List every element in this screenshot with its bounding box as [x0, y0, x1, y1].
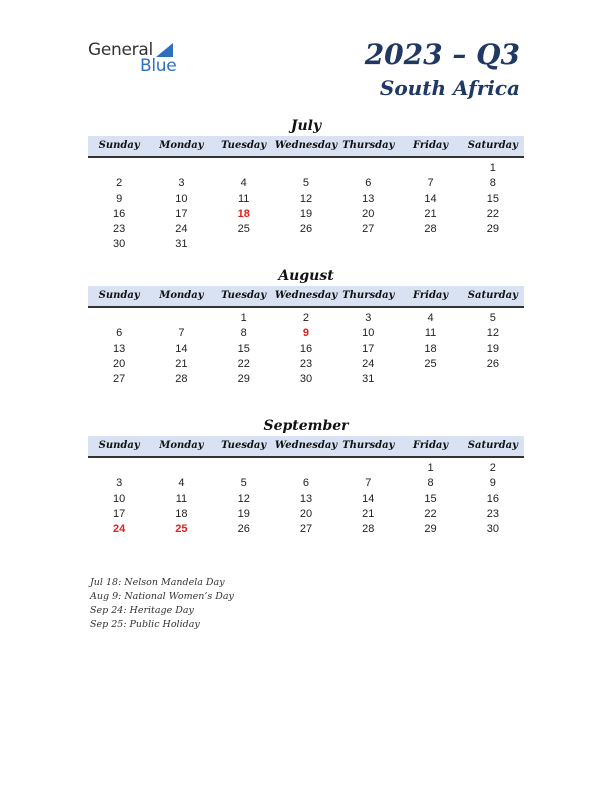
week-row	[88, 222, 524, 237]
day-cell: 2	[489, 462, 496, 474]
day-cell: 22	[486, 207, 499, 220]
day-cell: 8	[240, 327, 247, 340]
month-name: August	[278, 268, 334, 284]
empty-day-cell	[213, 461, 275, 476]
day-cell: 7	[365, 477, 372, 490]
empty-day-cell	[88, 461, 150, 476]
day-cell: 29	[486, 223, 499, 236]
week-row	[88, 522, 524, 537]
weekday-label: Friday	[412, 140, 449, 151]
day-cell: 21	[362, 507, 375, 520]
day-cell: 1	[240, 312, 247, 324]
day-cell: 23	[299, 357, 313, 370]
day-cell: 12	[299, 192, 313, 205]
empty-day-cell	[399, 372, 461, 387]
holiday-notes	[90, 576, 234, 632]
day-cell: 27	[362, 223, 375, 236]
day-cell: 9	[302, 327, 310, 340]
day-cell: 6	[365, 177, 372, 190]
weekday-label: Tuesday	[221, 290, 267, 301]
day-cell: 11	[237, 192, 250, 205]
day-cell: 24	[113, 523, 126, 536]
day-cell: 7	[427, 177, 434, 190]
day-cell: 12	[486, 327, 499, 340]
day-cell: 14	[175, 342, 188, 355]
day-cell: 28	[362, 523, 375, 536]
weekday-label: Monday	[159, 290, 204, 301]
day-cell: 20	[299, 507, 313, 520]
weekday-label: Wednesday	[274, 440, 338, 451]
day-cell: 16	[113, 207, 126, 220]
logo-blue-text: Blue	[140, 56, 177, 76]
empty-day-cell	[275, 461, 337, 476]
day-cell: 24	[362, 357, 375, 370]
week-row	[88, 192, 524, 207]
empty-day-cell	[337, 161, 399, 176]
day-cell: 17	[362, 342, 375, 355]
empty-day-cell	[462, 372, 524, 387]
weekday-header	[88, 436, 524, 458]
day-cell: 30	[113, 238, 126, 251]
week-row	[88, 311, 524, 326]
day-cell: 11	[424, 327, 437, 340]
day-cell: 23	[486, 507, 499, 520]
week-row	[88, 326, 524, 341]
day-cell: 31	[362, 373, 375, 386]
weekday-label: Saturday	[467, 290, 518, 301]
day-cell: 5	[489, 312, 496, 324]
day-cell: 17	[175, 207, 188, 220]
empty-day-cell	[399, 161, 461, 176]
day-cell: 15	[486, 192, 499, 205]
week-row	[88, 342, 524, 357]
logo-general-text: General	[88, 40, 153, 60]
day-cell: 8	[489, 177, 496, 190]
day-cell: 21	[424, 207, 437, 220]
holiday-note: Jul 18: Nelson Mandela Day	[90, 577, 225, 588]
day-cell: 16	[486, 492, 499, 505]
empty-day-cell	[88, 161, 150, 176]
weekday-label: Wednesday	[274, 290, 338, 301]
day-cell: 3	[365, 312, 372, 324]
day-cell: 11	[175, 492, 188, 505]
day-cell: 21	[175, 357, 188, 370]
month-calendar	[88, 116, 524, 253]
day-cell: 25	[424, 357, 437, 370]
empty-day-cell	[275, 161, 337, 176]
weekday-label: Tuesday	[221, 440, 267, 451]
weekday-header	[88, 136, 524, 158]
day-cell: 23	[113, 223, 126, 236]
day-cell: 3	[178, 177, 185, 190]
generalblue-logo	[88, 40, 188, 76]
weekday-label: Saturday	[467, 140, 518, 151]
week-row	[88, 507, 524, 522]
day-cell: 24	[175, 223, 188, 236]
day-cell: 9	[489, 477, 496, 490]
day-cell: 22	[424, 507, 437, 520]
weekday-label: Monday	[159, 440, 204, 451]
day-cell: 28	[175, 373, 188, 386]
weekday-header	[88, 286, 524, 308]
day-cell: 13	[362, 192, 375, 205]
weekday-label: Thursday	[342, 140, 395, 151]
week-row	[88, 176, 524, 191]
day-cell: 4	[427, 312, 434, 324]
day-cell: 8	[427, 477, 434, 490]
day-cell: 18	[424, 342, 437, 355]
day-cell: 31	[175, 238, 188, 251]
day-cell: 16	[299, 342, 313, 355]
month-name: September	[263, 418, 349, 434]
day-cell: 1	[427, 462, 434, 474]
weekday-label: Monday	[159, 140, 204, 151]
day-cell: 10	[175, 192, 188, 205]
day-cell: 26	[237, 523, 250, 536]
empty-day-cell	[88, 311, 150, 326]
day-cell: 22	[237, 357, 250, 370]
week-row	[88, 357, 524, 372]
day-cell: 1	[489, 162, 496, 174]
day-cell: 26	[299, 223, 313, 236]
day-cell: 13	[299, 492, 313, 505]
day-cell: 7	[178, 327, 185, 340]
empty-day-cell	[337, 461, 399, 476]
empty-day-cell	[399, 237, 461, 252]
day-cell: 19	[299, 207, 313, 220]
month-calendar	[88, 416, 524, 537]
empty-day-cell	[150, 311, 212, 326]
empty-day-cell	[150, 161, 212, 176]
day-cell: 18	[175, 507, 188, 520]
month-name: July	[290, 118, 322, 134]
day-cell: 29	[424, 523, 437, 536]
day-cell: 18	[237, 207, 250, 220]
empty-day-cell	[213, 237, 275, 252]
day-cell: 14	[362, 492, 375, 505]
day-cell: 15	[237, 342, 250, 355]
day-cell: 19	[237, 507, 250, 520]
day-cell: 10	[362, 327, 375, 340]
day-cell: 12	[237, 492, 250, 505]
week-row	[88, 476, 524, 491]
empty-day-cell	[462, 237, 524, 252]
weekday-label: Friday	[412, 290, 449, 301]
day-cell: 5	[302, 177, 310, 190]
day-cell: 15	[424, 492, 437, 505]
weekday-label: Sunday	[98, 290, 140, 301]
day-cell: 27	[113, 373, 126, 386]
day-cell: 26	[486, 357, 499, 370]
day-cell: 5	[240, 477, 247, 490]
day-cell: 2	[116, 177, 123, 190]
week-row	[88, 372, 524, 387]
day-cell: 9	[116, 192, 123, 205]
week-row	[88, 492, 524, 507]
day-cell: 4	[178, 477, 185, 490]
page-subtitle: South Africa	[379, 76, 520, 100]
weekday-label: Friday	[412, 440, 449, 451]
day-cell: 20	[362, 207, 375, 220]
weekday-label: Sunday	[98, 140, 140, 151]
logo-triangle-icon	[156, 43, 173, 57]
weekday-label: Sunday	[98, 440, 140, 451]
day-cell: 25	[175, 523, 188, 536]
day-cell: 29	[237, 373, 250, 386]
empty-day-cell	[150, 461, 212, 476]
day-cell: 4	[240, 177, 247, 190]
day-cell: 28	[424, 223, 437, 236]
day-cell: 14	[424, 192, 437, 205]
day-cell: 3	[116, 477, 123, 490]
day-cell: 6	[302, 477, 310, 490]
empty-day-cell	[337, 237, 399, 252]
week-row	[88, 207, 524, 222]
day-cell: 10	[113, 492, 126, 505]
weekday-label: Tuesday	[221, 140, 267, 151]
empty-day-cell	[213, 161, 275, 176]
holiday-note: Sep 25: Public Holiday	[90, 619, 200, 630]
empty-day-cell	[275, 237, 337, 252]
day-cell: 17	[113, 507, 126, 520]
day-cell: 6	[116, 327, 123, 340]
week-row	[88, 461, 524, 476]
holiday-note: Sep 24: Heritage Day	[90, 605, 194, 616]
day-cell: 20	[113, 357, 126, 370]
day-cell: 2	[302, 312, 310, 324]
day-cell: 30	[299, 373, 313, 386]
holiday-note: Aug 9: National Women’s Day	[90, 591, 234, 602]
month-calendar	[88, 266, 524, 387]
day-cell: 30	[486, 523, 499, 536]
weekday-label: Wednesday	[274, 140, 338, 151]
weekday-label: Thursday	[342, 440, 395, 451]
weekday-label: Saturday	[467, 440, 518, 451]
weekday-label: Thursday	[342, 290, 395, 301]
day-cell: 25	[237, 223, 250, 236]
page-title: 2023 – Q3	[364, 38, 520, 71]
day-cell: 27	[299, 523, 313, 536]
week-row	[88, 237, 524, 252]
week-row	[88, 161, 524, 176]
day-cell: 19	[486, 342, 499, 355]
day-cell: 13	[113, 342, 126, 355]
